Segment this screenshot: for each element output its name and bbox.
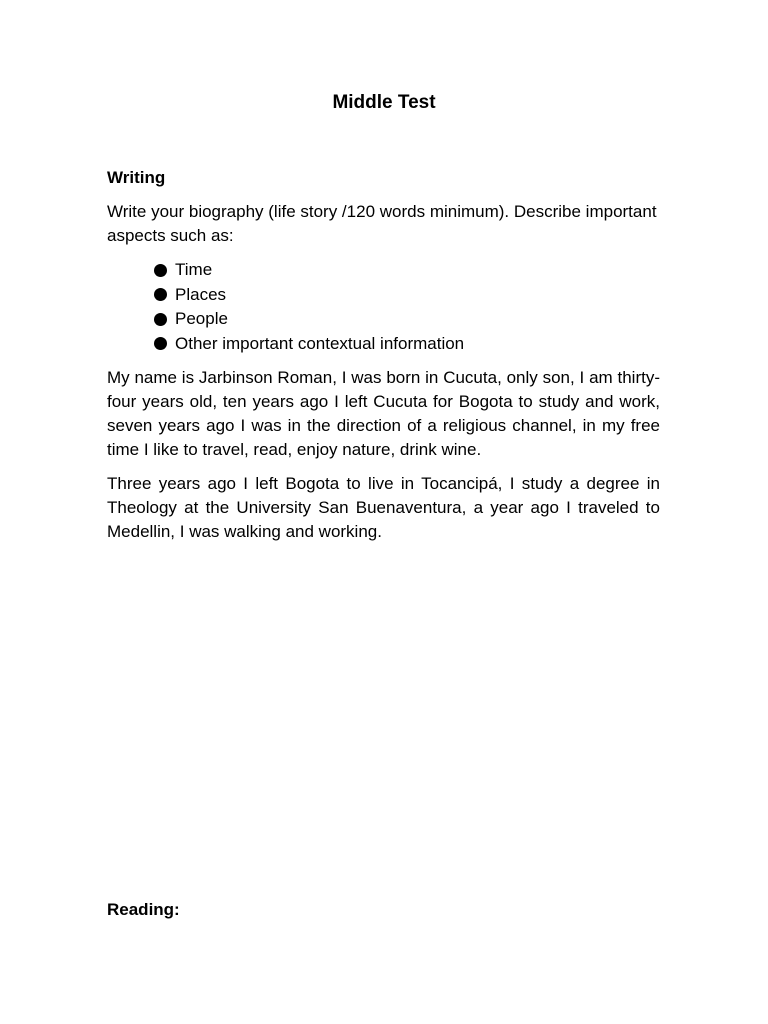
biography-paragraph: My name is Jarbinson Roman, I was born in Cucuta, only son, I am thirty-four years old, ten years ago I left Cucuta for Bogota to study and work, seven years ago I was in the direction of a religious channel, in my free time I like to travel, read, enjoy nature, drink wine.: [107, 368, 660, 459]
writing-heading: Writing: [107, 168, 166, 187]
writing-prompt: Write your biography (life story /120 words minimum). Describe important aspects such as:: [107, 202, 657, 245]
bullet-icon: [154, 313, 167, 326]
writing-section: [107, 166, 660, 544]
list-item-label: People: [175, 309, 228, 329]
aspects-list: [107, 258, 660, 356]
list-item: [154, 258, 660, 283]
bullet-icon: [154, 264, 167, 277]
list-item: [154, 283, 660, 308]
bullet-icon: [154, 288, 167, 301]
list-item: [154, 332, 660, 357]
list-item: [154, 307, 660, 332]
reading-heading: Reading:: [107, 900, 180, 919]
page-title: Middle Test: [332, 92, 436, 113]
bullet-icon: [154, 337, 167, 350]
list-item-label: Time: [175, 260, 213, 280]
list-item-label: Places: [175, 284, 227, 304]
biography-paragraph: Three years ago I left Bogota to live in Tocancipá, I study a degree in Theology at the University San Buenaventura, a year ago I traveled to Medellin, I was walking and working.: [107, 474, 660, 541]
list-item-label: Other important contextual information: [175, 333, 465, 353]
